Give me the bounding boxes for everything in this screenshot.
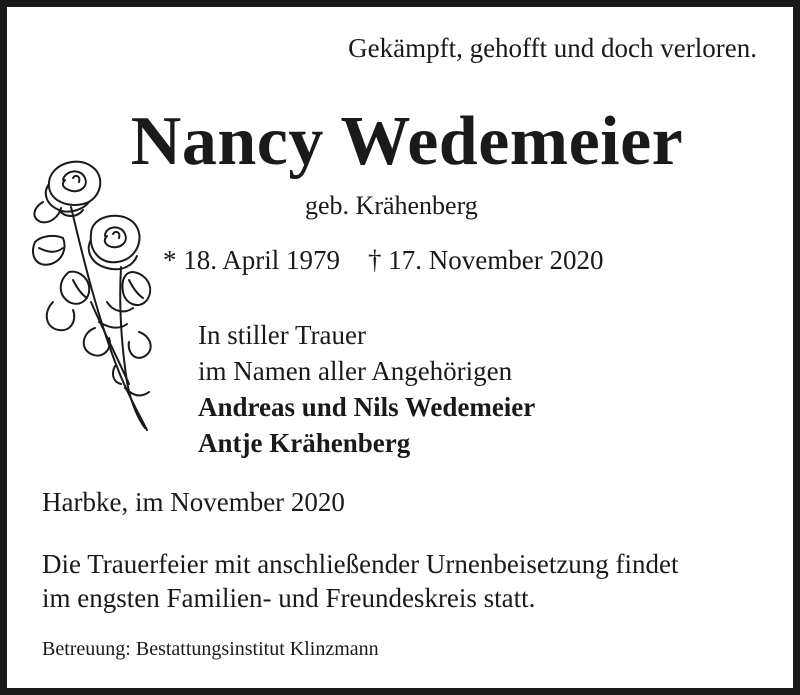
service-line: im engsten Familien- und Freundeskreis statt. [42, 583, 536, 613]
mourners-block [198, 317, 535, 461]
life-dates [163, 247, 603, 274]
deceased-name: Nancy Wedemeier [130, 103, 684, 180]
mourning-line: im Namen aller Angehörigen [198, 356, 513, 386]
service-line: Die Trauerfeier mit anschließender Urnenbeisetzung findet [42, 549, 679, 579]
undertaker-credit: Betreuung: Bestattungsinstitut Klinzmann [42, 638, 379, 660]
mourner-names: Andreas und Nils Wedemeier [198, 392, 536, 422]
mourner-names: Antje Krähenberg [198, 428, 411, 458]
mourning-line: In stiller Trauer [198, 320, 366, 350]
motto: Gekämpft, gehofft und doch verloren. [348, 33, 757, 63]
death-date: † 17. November 2020 [368, 245, 604, 275]
birth-date: * 18. April 1979 [163, 245, 341, 275]
funeral-service-info [42, 547, 679, 615]
place-and-date: Harbke, im November 2020 [42, 487, 345, 517]
maiden-name: geb. Krähenberg [305, 191, 478, 220]
roses-icon [29, 152, 169, 437]
